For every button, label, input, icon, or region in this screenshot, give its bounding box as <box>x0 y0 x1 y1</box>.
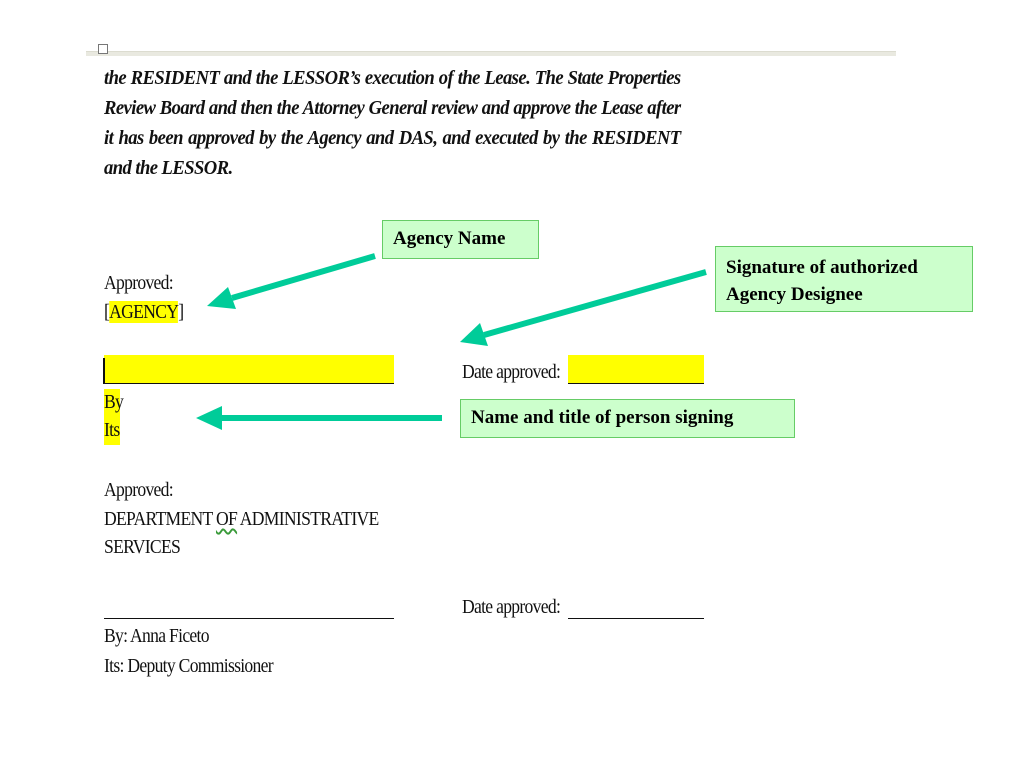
intro-paragraph: the RESIDENT and the LESSOR’s execution of the Lease. The State Properties Review Board and then the Attorney General review and approve the Lease after it has been approved by the Agency and DAS, and executed by the RESIDENT and the LESSOR. <box>104 67 681 179</box>
bracket-close: ] <box>178 301 184 323</box>
callout-signature: Signature of authorized Agency Designee <box>715 246 973 312</box>
agency-its-label: Its <box>104 419 120 441</box>
das-date-label: Date approved: <box>462 596 561 618</box>
agency-name-placeholder: AGENCY <box>109 301 179 323</box>
bracket-open: [ <box>104 301 110 323</box>
das-department-line1: DEPARTMENT OF ADMINISTRATIVE <box>104 508 379 530</box>
agency-by-label: By <box>104 391 124 413</box>
callout-agency-name: Agency Name <box>382 220 539 259</box>
das-its-line: Its: Deputy Commissioner <box>104 655 273 677</box>
spellcheck-word: OF <box>215 508 238 530</box>
arrow-to-by-its-icon <box>196 406 442 430</box>
callout-name-title: Name and title of person signing <box>460 399 795 438</box>
arrow-to-agency-icon <box>207 256 375 309</box>
das-by-line: By: Anna Ficeto <box>104 625 209 647</box>
das-approved-label: Approved: <box>104 479 173 501</box>
agency-approved-label: Approved: <box>104 272 173 294</box>
das-department-line2: SERVICES <box>104 536 181 558</box>
arrow-to-signature-icon <box>460 272 706 346</box>
agency-date-label: Date approved: <box>462 361 561 383</box>
